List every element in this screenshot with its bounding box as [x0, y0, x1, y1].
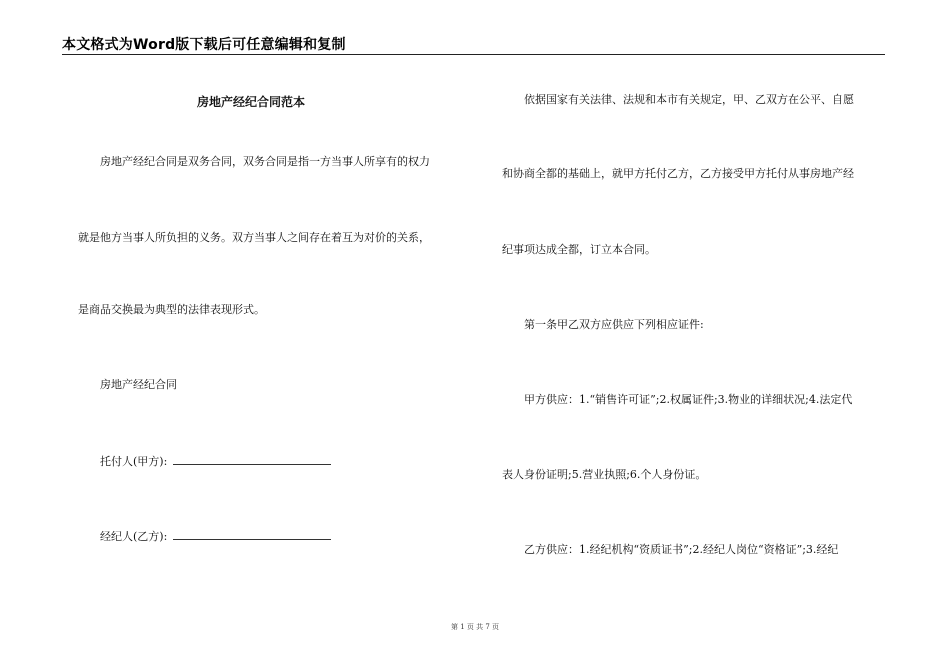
intro-line-2: 就是他方当事人所负担的义务。双方当事人之间存在着互为对价的关系， [78, 231, 430, 244]
agent-blank[interactable] [173, 529, 331, 540]
principal-label: 托付人(甲方): [100, 455, 168, 468]
right-line-2: 和协商全都的基础上，就甲方托付乙方，乙方接受甲方托付从事房地产经 [502, 167, 854, 180]
intro-line-1: 房地产经纪合同是双务合同，双务合同是指一方当事人所享有的权力 [100, 155, 430, 168]
document-title: 房地产经纪合同范本 [197, 95, 306, 109]
agent-field [100, 529, 331, 544]
right-line-3: 纪事项达成全都，订立本合同。 [502, 243, 656, 256]
right-line-1: 依据国家有关法律、法规和本市有关规定，甲、乙双方在公平、自愿 [524, 93, 854, 106]
right-line-6: 表人身份证明;5.营业执照;6.个人身份证。 [502, 468, 707, 481]
right-line-7: 乙方供应：1.经纪机构“资质证书”;2.经纪人岗位“资格证”;3.经纪 [524, 543, 839, 556]
principal-field [100, 454, 331, 469]
right-line-5: 甲方供应：1.“销售许可证”;2.权属证件;3.物业的详细状况;4.法定代 [524, 393, 853, 406]
article-1-heading: 第一条甲乙双方应供应下列相应证件: [524, 318, 704, 331]
contract-heading: 房地产经纪合同 [100, 378, 177, 391]
header-rule [62, 54, 885, 55]
intro-line-3: 是商品交换最为典型的法律表现形式。 [78, 303, 265, 316]
document-header: 本文格式为Word版下载后可任意编辑和复制 [62, 37, 346, 53]
agent-label: 经纪人(乙方): [100, 530, 168, 543]
page-number: 第 1 页 共 7 页 [450, 623, 500, 631]
principal-blank[interactable] [173, 454, 331, 465]
